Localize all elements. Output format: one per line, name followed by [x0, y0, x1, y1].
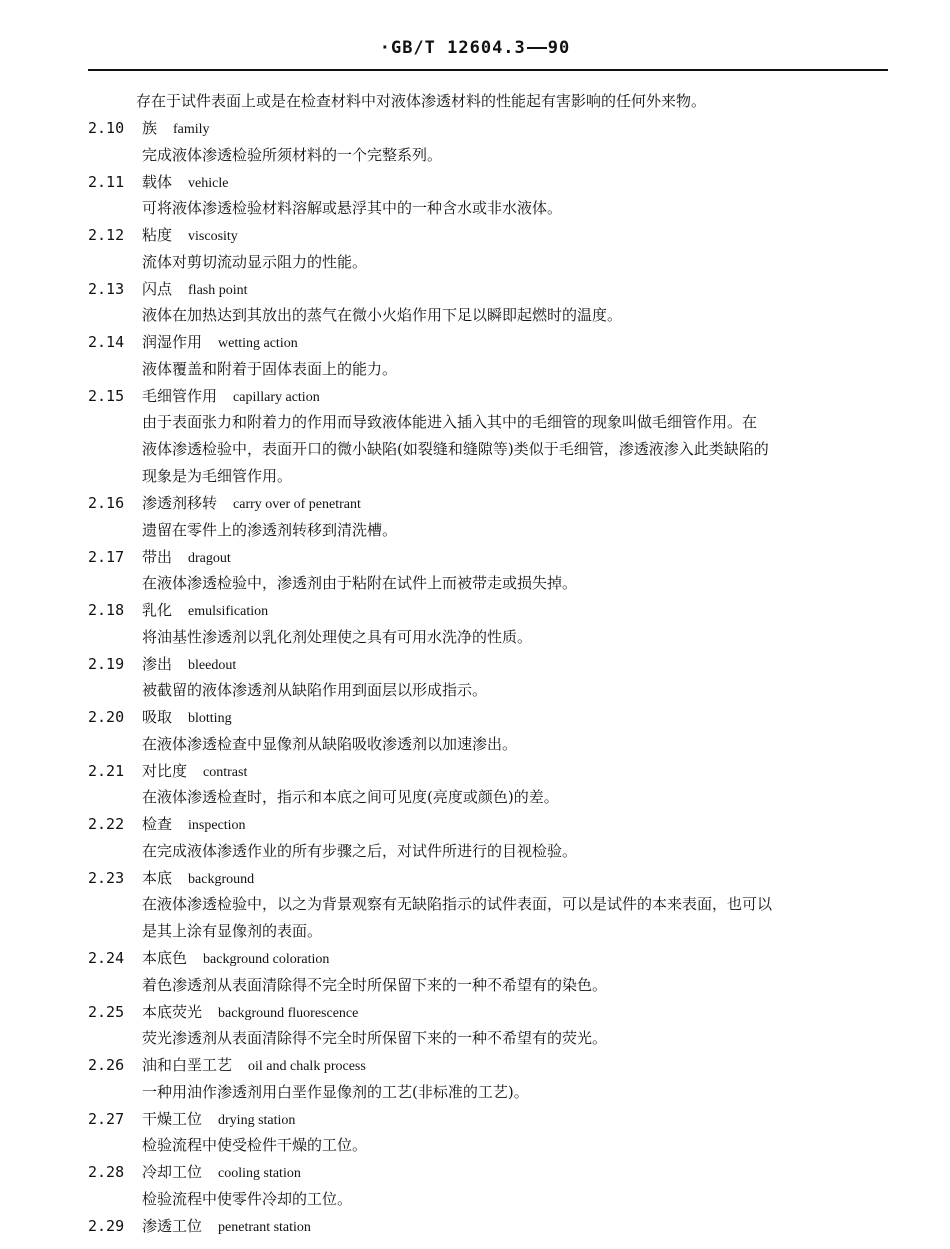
definition-line: 流体对剪切流动显示阻力的性能。: [142, 252, 368, 271]
term-chinese: 吸取: [142, 708, 173, 726]
term-english: contrast: [203, 764, 248, 780]
term-number: 2.15: [88, 386, 125, 405]
definition-line: 在液体渗透检验中，以之为背景观察有无缺陷指示的试件表面，可以是试件的本来表面，也可以: [142, 895, 773, 913]
term-heading: [88, 329, 888, 356]
term-heading: [88, 1159, 888, 1186]
definition-line: 检验流程中使受检件干燥的工位。: [142, 1136, 368, 1154]
term-definition: [142, 1025, 888, 1052]
term-entry: [88, 999, 888, 1053]
term-chinese: 润湿作用: [142, 333, 203, 351]
term-english: penetrant station: [218, 1219, 311, 1235]
term-number: 2.16: [88, 494, 125, 512]
term-chinese: 油和白垩工艺: [142, 1056, 233, 1074]
definition-line: 液体在加热达到其放出的蒸气在微小火焰作用下足以瞬即起燃时的温度。: [142, 306, 623, 324]
definition-line: 遗留在零件上的渗透剂转移到清洗槽。: [142, 520, 398, 539]
term-entry: [88, 651, 888, 705]
definition-line: 被截留的液体渗透剂从缺陷作用到面层以形成指示。: [142, 681, 488, 699]
header-dash: [527, 47, 547, 49]
term-entry: [88, 1106, 888, 1160]
term-chinese: 渗透剂移转: [142, 494, 218, 512]
term-definition: [142, 195, 888, 222]
term-heading: [88, 115, 888, 142]
term-heading: [88, 945, 888, 972]
definition-line: 在液体渗透检查时，指示和本底之间可见度(亮度或颜色)的差。: [142, 788, 559, 806]
term-definition: [142, 677, 888, 704]
term-entry: [88, 169, 888, 223]
term-chinese: 带出: [142, 547, 173, 566]
term-english: emulsification: [188, 604, 269, 619]
term-chinese: 渗出: [142, 654, 173, 673]
term-entry: [88, 222, 888, 276]
term-entry: [88, 865, 888, 946]
term-english: family: [173, 122, 210, 137]
term-entry: [88, 490, 888, 544]
definition-line: 液体覆盖和附着于固体表面上的能力。: [142, 359, 398, 378]
term-definition: [142, 142, 888, 169]
term-entry: [88, 115, 888, 169]
term-english: wetting action: [218, 336, 298, 351]
term-heading: [88, 811, 888, 838]
term-entry: [88, 1213, 888, 1240]
term-heading: [88, 1106, 888, 1133]
term-entry: [88, 1159, 888, 1213]
definition-line: 检验流程中使零件冷却的工位。: [142, 1189, 353, 1208]
term-definition: [142, 1132, 888, 1159]
term-entry: [88, 329, 888, 383]
term-english: oil and chalk process: [248, 1059, 366, 1074]
term-english: flash point: [188, 282, 248, 298]
definition-line: 是其上涂有显像剂的表面。: [142, 922, 323, 940]
definition-line: 将油基性渗透剂以乳化剂处理使之具有可用水洗净的性质。: [142, 627, 533, 646]
term-chinese: 检查: [142, 815, 173, 833]
term-english: vehicle: [188, 175, 229, 191]
term-list: [88, 115, 888, 1239]
term-english: background: [188, 871, 255, 887]
term-number: 2.10: [88, 119, 125, 137]
term-entry: [88, 811, 888, 865]
term-definition: [142, 838, 888, 865]
term-definition: [142, 784, 888, 811]
definition-line: 在液体渗透检查中显像剂从缺陷吸收渗透剂以加速渗出。: [142, 734, 518, 753]
term-number: 2.28: [88, 1163, 125, 1181]
term-heading: [88, 999, 888, 1026]
term-english: dragout: [188, 550, 231, 566]
term-number: 2.27: [88, 1109, 125, 1128]
term-heading: [88, 490, 888, 517]
term-english: inspection: [188, 818, 246, 833]
term-definition: [142, 249, 888, 276]
page-header: [0, 38, 950, 58]
term-number: 2.18: [88, 601, 125, 619]
term-entry: [88, 1052, 888, 1106]
term-number: 2.11: [88, 172, 125, 191]
term-chinese: 本底色: [142, 949, 188, 967]
standard-year: 90: [547, 38, 571, 58]
term-entry: [88, 544, 888, 598]
term-heading: [88, 865, 888, 892]
term-english: drying station: [218, 1112, 296, 1128]
term-definition: [142, 517, 888, 544]
term-english: background fluorescence: [218, 1005, 359, 1021]
term-number: 2.23: [88, 868, 125, 887]
term-number: 2.29: [88, 1216, 125, 1235]
term-definition: [142, 891, 888, 945]
term-chinese: 乳化: [142, 601, 173, 619]
term-chinese: 毛细管作用: [142, 386, 218, 405]
term-english: capillary action: [233, 389, 320, 405]
term-english: carry over of penetrant: [233, 497, 361, 512]
definition-line: 由于表面张力和附着力的作用而导致液体能进入插入其中的毛细管的现象叫做毛细管作用。在: [142, 413, 758, 431]
term-chinese: 族: [142, 119, 158, 137]
definition-line: 现象是为毛细管作用。: [142, 467, 293, 485]
term-definition: [142, 972, 888, 999]
term-entry: [88, 276, 888, 330]
term-heading: [88, 222, 888, 249]
term-heading: [88, 1213, 888, 1240]
term-entry: [88, 945, 888, 999]
term-definition: [142, 731, 888, 758]
term-heading: [88, 1052, 888, 1079]
definition-line: 荧光渗透剂从表面清除得不完全时所保留下来的一种不希望有的荧光。: [142, 1029, 608, 1047]
term-definition: [142, 1186, 888, 1213]
term-heading: [88, 758, 888, 785]
term-entry: [88, 597, 888, 651]
term-english: background coloration: [203, 952, 330, 967]
term-number: 2.24: [88, 949, 125, 967]
term-definition: [142, 624, 888, 651]
term-english: viscosity: [188, 229, 238, 244]
definition-line: 液体渗透检验中，表面开口的微小缺陷(如裂缝和缝隙等)类似于毛细管，渗透液渗入此类缺陷的: [142, 440, 769, 458]
term-english: cooling station: [218, 1166, 301, 1181]
term-chinese: 渗透工位: [142, 1216, 203, 1235]
term-heading: [88, 276, 888, 303]
definition-line: 完成液体渗透检验所须材料的一个完整系列。: [142, 145, 443, 164]
term-number: 2.19: [88, 654, 125, 673]
term-chinese: 闪点: [142, 279, 173, 298]
term-chinese: 粘度: [142, 226, 173, 244]
term-number: 2.20: [88, 708, 125, 726]
term-entry: [88, 758, 888, 812]
definition-line: 在完成液体渗透作业的所有步骤之后，对试件所进行的目视检验。: [142, 841, 578, 860]
term-heading: [88, 383, 888, 410]
term-definition: [142, 1079, 888, 1106]
term-number: 2.25: [88, 1002, 125, 1021]
definition-line: 一种用油作渗透剂用白垩作显像剂的工艺(非标准的工艺)。: [142, 1082, 529, 1101]
term-number: 2.12: [88, 226, 125, 244]
term-chinese: 对比度: [142, 761, 188, 780]
standard-number: ·GB/T 12604.3: [379, 38, 526, 58]
term-number: 2.17: [88, 547, 125, 566]
term-chinese: 本底荧光: [142, 1002, 203, 1021]
definition-line: 可将液体渗透检验材料溶解或悬浮其中的一种含水或非水液体。: [142, 199, 563, 217]
term-number: 2.13: [88, 279, 125, 298]
term-definition: [142, 570, 888, 597]
term-heading: [88, 597, 888, 624]
intro-paragraph: 存在于试件表面上或是在检查材料中对液体渗透材料的性能起有害影响的任何外来物。: [136, 92, 707, 110]
term-english: bleedout: [188, 657, 237, 673]
term-number: 2.14: [88, 333, 125, 351]
term-number: 2.21: [88, 761, 125, 780]
term-number: 2.26: [88, 1056, 125, 1074]
term-definition: [142, 356, 888, 383]
definition-line: 着色渗透剂从表面清除得不完全时所保留下来的一种不希望有的染色。: [142, 975, 608, 994]
term-heading: [88, 651, 888, 678]
term-heading: [88, 544, 888, 571]
term-entry: [88, 704, 888, 758]
term-chinese: 冷却工位: [142, 1163, 203, 1181]
term-heading: [88, 704, 888, 731]
term-english: blotting: [188, 711, 232, 726]
term-chinese: 载体: [142, 172, 173, 191]
term-heading: [88, 169, 888, 196]
definition-line: 在液体渗透检验中，渗透剂由于粘附在试件上而被带走或损失掉。: [142, 574, 578, 592]
term-chinese: 干燥工位: [142, 1109, 203, 1128]
term-number: 2.22: [88, 815, 125, 833]
term-entry: [88, 383, 888, 491]
document-body: [88, 88, 888, 1239]
term-definition: [142, 409, 888, 490]
header-rule: [88, 69, 888, 71]
term-definition: [142, 302, 888, 329]
term-chinese: 本底: [142, 868, 173, 887]
